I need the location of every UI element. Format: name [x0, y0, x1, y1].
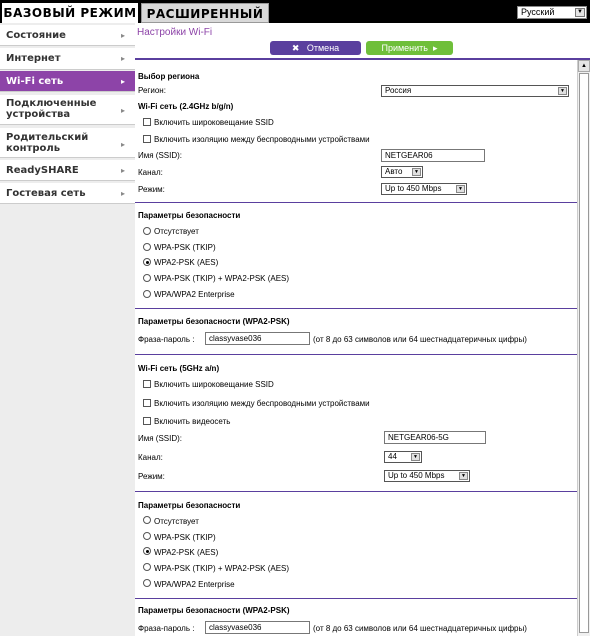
channel-select-24[interactable] [381, 166, 423, 178]
region-value: Россия [385, 86, 412, 95]
tab-advanced-mode[interactable]: РАСШИРЕННЫЙ [141, 3, 269, 23]
vertical-scrollbar[interactable] [577, 60, 590, 636]
sidebar-item-readyshare[interactable] [0, 160, 135, 181]
security-wpa-tkip-radio-5[interactable] [143, 532, 151, 540]
video-network-label: Включить видеосеть [154, 417, 231, 426]
security-enterprise-radio-5[interactable] [143, 579, 151, 587]
security-option-label: WPA-PSK (TKIP) + WPA2-PSK (AES) [154, 564, 290, 573]
top-bar [0, 0, 590, 23]
chevron-right-icon: ▸ [120, 189, 125, 198]
chevron-right-icon: ▸ [120, 166, 125, 175]
channel-value-5: 44 [388, 452, 397, 461]
mode-label-24: Режим: [138, 185, 165, 194]
ssid-broadcast-checkbox-24[interactable] [143, 118, 151, 126]
psk-section-title-24: Параметры безопасности (WPA2-PSK) [138, 317, 290, 326]
apply-button[interactable] [366, 41, 453, 55]
arrow-up-icon[interactable]: ▲ [578, 60, 590, 72]
video-network-checkbox[interactable] [143, 417, 151, 425]
isolation-label-5: Включить изоляцию между беспроводными устройствами [154, 399, 370, 408]
sidebar-item-internet[interactable] [0, 48, 135, 70]
security-option-label: WPA-PSK (TKIP) [154, 243, 216, 252]
divider [135, 491, 577, 492]
isolation-checkbox-24[interactable] [143, 135, 151, 143]
mode-select-5[interactable] [384, 470, 470, 482]
mode-value-24: Up to 450 Mbps [385, 184, 442, 193]
security-mixed-radio-24[interactable] [143, 274, 151, 282]
security-wpa2-aes-radio-24[interactable] [143, 258, 151, 266]
passphrase-input-5[interactable]: classyvase036 [205, 621, 310, 634]
mode-label-5: Режим: [138, 472, 165, 481]
tab-basic-mode[interactable]: БАЗОВЫЙ РЕЖИМ [2, 3, 138, 23]
isolation-checkbox-5[interactable] [143, 399, 151, 407]
ssid-broadcast-label-24: Включить широковещание SSID [154, 118, 274, 127]
divider [135, 598, 577, 599]
ssid-input-5[interactable]: NETGEAR06-5G [384, 431, 486, 444]
passphrase-label-24: Фраза-пароль : [138, 335, 195, 344]
channel-label-24: Канал: [138, 168, 163, 177]
page-title: Настройки Wi-Fi [137, 27, 213, 38]
sidebar-item-label: ReadySHARE [6, 165, 79, 176]
divider [135, 354, 577, 355]
security-none-radio-5[interactable] [143, 516, 151, 524]
sidebar-item-label: Гостевая сеть [6, 188, 86, 199]
sidebar-item-label: Состояние [6, 30, 66, 41]
passphrase-label-5: Фраза-пароль : [138, 624, 195, 633]
arrow-right-icon: ▸ [433, 43, 438, 53]
chevron-down-icon: ▼ [459, 472, 468, 480]
cancel-label: Отмена [306, 43, 340, 53]
security-option-label: Отсутствует [154, 227, 199, 236]
chevron-right-icon: ▸ [120, 77, 125, 86]
ssid-broadcast-label-5: Включить широковещание SSID [154, 380, 274, 389]
security-option-label: Отсутствует [154, 517, 199, 526]
chevron-down-icon: ▼ [411, 453, 420, 461]
security-enterprise-radio-24[interactable] [143, 290, 151, 298]
sidebar-item-label: Wi-Fi сеть [6, 76, 64, 87]
chevron-right-icon: ▸ [120, 140, 125, 149]
cancel-button[interactable] [270, 41, 361, 55]
sidebar [0, 23, 135, 636]
chevron-down-icon: ▼ [575, 8, 585, 17]
sidebar-item-status[interactable] [0, 25, 135, 46]
sidebar-item-wifi[interactable] [0, 71, 135, 92]
security-option-label: WPA-PSK (TKIP) + WPA2-PSK (AES) [154, 274, 290, 283]
passphrase-input-24[interactable]: classyvase036 [205, 332, 310, 345]
settings-panel [135, 60, 577, 636]
chevron-right-icon: ▸ [120, 31, 125, 40]
isolation-label-24: Включить изоляцию между беспроводными устройствами [154, 135, 370, 144]
channel-value-24: Авто [385, 167, 403, 176]
security-mixed-radio-5[interactable] [143, 563, 151, 571]
divider [135, 308, 577, 309]
security-wpa2-aes-radio-5[interactable] [143, 547, 151, 555]
mode-value-5: Up to 450 Mbps [388, 471, 445, 480]
passphrase-hint-24: (от 8 до 63 символов или 64 шестнадцатеричных цифры) [313, 335, 527, 344]
passphrase-hint-5: (от 8 до 63 символов или 64 шестнадцатеричных цифры) [313, 624, 527, 633]
sidebar-item-parental-control[interactable] [0, 128, 135, 158]
sidebar-item-label: Интернет [6, 53, 61, 64]
channel-label-5: Канал: [138, 453, 163, 462]
security-none-radio-24[interactable] [143, 227, 151, 235]
security-option-label: WPA2-PSK (AES) [154, 258, 219, 267]
chevron-down-icon: ▼ [558, 87, 567, 95]
ssid-label-5: Имя (SSID): [138, 434, 183, 443]
sidebar-item-connected-devices[interactable] [0, 95, 135, 125]
channel-select-5[interactable] [384, 451, 422, 463]
language-value: Русский [521, 7, 555, 17]
chevron-down-icon: ▼ [412, 168, 421, 176]
language-select[interactable] [517, 6, 587, 19]
divider [135, 202, 577, 203]
apply-label: Применить [381, 43, 428, 53]
security-option-label: WPA2-PSK (AES) [154, 548, 219, 557]
security-section-title-5: Параметры безопасности [138, 501, 241, 510]
security-wpa-tkip-radio-24[interactable] [143, 243, 151, 251]
security-option-label: WPA/WPA2 Enterprise [154, 290, 235, 299]
ssid-input-24[interactable]: NETGEAR06 [381, 149, 485, 162]
security-section-title-24: Параметры безопасности [138, 211, 241, 220]
sidebar-item-label: Родительский контроль [6, 132, 89, 154]
scrollbar-thumb[interactable] [579, 73, 589, 633]
ssid-broadcast-checkbox-5[interactable] [143, 380, 151, 388]
region-section-title: Выбор региона [138, 72, 200, 81]
sidebar-item-label: Подключенные устройства [6, 98, 97, 120]
region-label: Регион: [138, 86, 166, 95]
ssid-label-24: Имя (SSID): [138, 151, 183, 160]
band5-section-title: Wi-Fi сеть (5GHz a/n) [138, 364, 220, 373]
security-option-label: WPA/WPA2 Enterprise [154, 580, 235, 589]
chevron-right-icon: ▸ [120, 54, 125, 63]
security-option-label: WPA-PSK (TKIP) [154, 533, 216, 542]
region-select[interactable] [381, 85, 569, 97]
chevron-right-icon: ▸ [120, 106, 125, 115]
band24-section-title: Wi-Fi сеть (2.4GHz b/g/n) [138, 102, 234, 111]
sidebar-item-guest-network[interactable] [0, 183, 135, 204]
chevron-down-icon: ▼ [456, 185, 465, 193]
mode-select-24[interactable] [381, 183, 467, 195]
psk-section-title-5: Параметры безопасности (WPA2-PSK) [138, 606, 290, 615]
close-icon: ✖ [291, 43, 300, 53]
